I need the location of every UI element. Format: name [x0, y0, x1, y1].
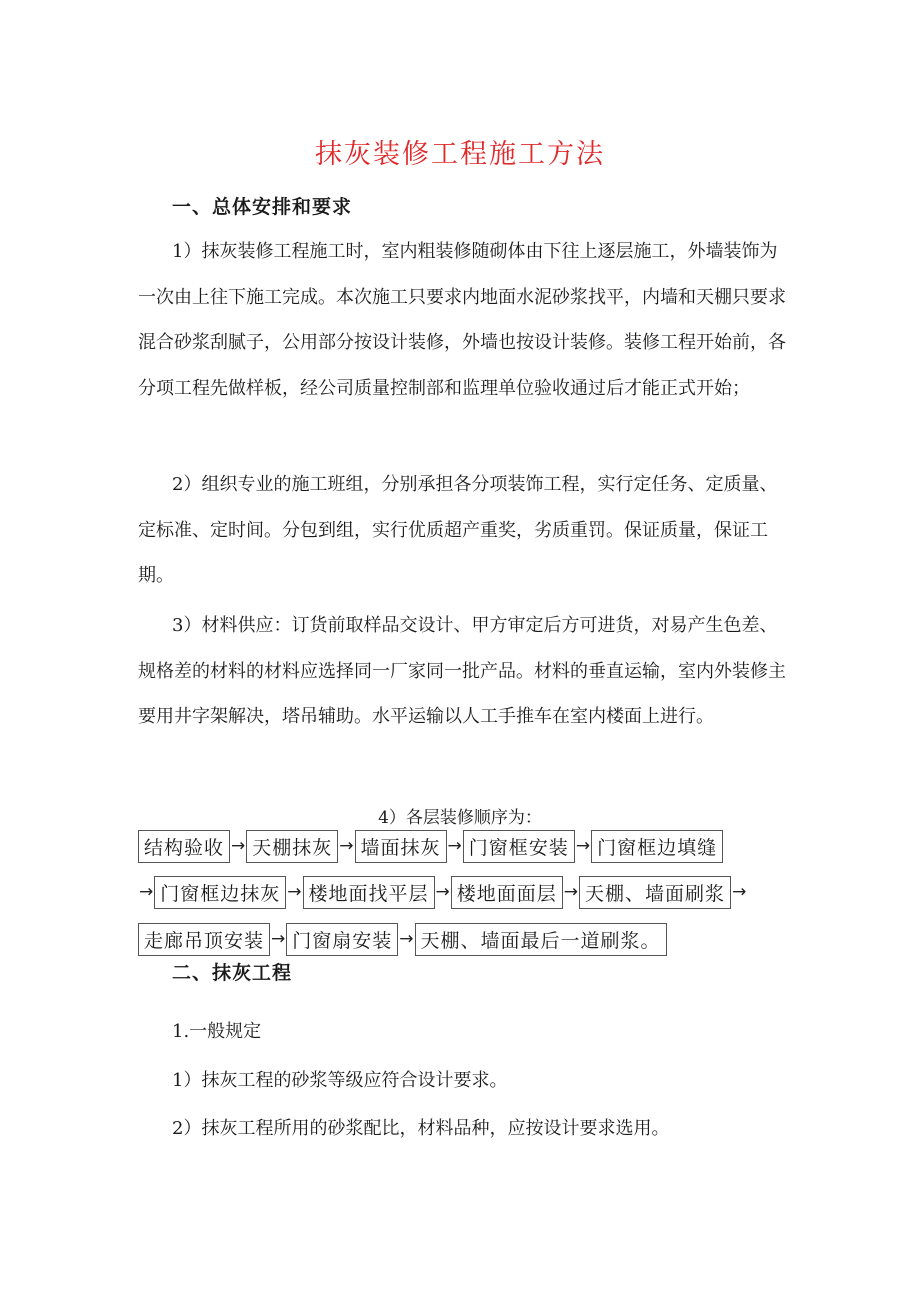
flow-step: 门窗框边抹灰	[154, 876, 286, 909]
arrow-icon: →	[339, 836, 354, 856]
paragraph-1	[138, 229, 790, 411]
flow-step: 楼地面找平层	[303, 876, 435, 909]
arrow-icon: →	[139, 882, 154, 902]
flow-step: 楼地面面层	[451, 876, 563, 909]
flow-step: 走廊吊顶安装	[138, 923, 270, 956]
paragraph-3	[138, 603, 790, 740]
arrow-icon: →	[287, 882, 302, 902]
arrow-icon: →	[563, 882, 579, 902]
arrow-icon: →	[435, 882, 450, 902]
arrow-icon: →	[575, 836, 591, 856]
paragraph-2	[138, 462, 790, 599]
flow-row-3	[138, 921, 667, 957]
paragraph-2-text: 2）组织专业的施工班组，分别承担各分项装饰工程，实行定任务、定质量、定标准、定时间。分包到组，实行优质超产重奖，劣质重罚。保证质量，保证工期。	[138, 474, 778, 586]
flow-step: 天棚、墙面最后一道刷浆。	[415, 923, 667, 956]
arrow-icon: →	[271, 929, 286, 949]
paragraph-1-text: 1）抹灰装修工程施工时，室内粗装修随砌体由下往上逐层施工，外墙装饰为一次由上往下施工完成。本次施工只要求内地面水泥砂浆找平，内墙和天棚只要求混合砂浆刮腻子，公用部分按设计装修，外墙也按设计装修。装修工程开始前，各分项工程先做样板，经公司质量控制部和监理单位验收通过后才能正式开始；	[138, 241, 786, 399]
arrow-icon: →	[732, 882, 747, 902]
flow-step: 结构验收	[138, 830, 230, 863]
flow-step: 门窗扇安装	[286, 923, 398, 956]
document-title: 抹灰装修工程施工方法	[315, 139, 605, 170]
flow-title: 4）各层装修顺序为：	[378, 808, 542, 828]
rule-item-2: 2）抹灰工程所用的砂浆配比，材料品种，应按设计要求选用。	[172, 1118, 670, 1139]
flow-step: 天棚、墙面刷浆	[579, 876, 731, 909]
rule-item-1: 1）抹灰工程的砂浆等级应符合设计要求。	[172, 1070, 508, 1091]
flow-step: 天棚抹灰	[246, 830, 338, 863]
arrow-icon: →	[447, 836, 462, 856]
flow-row-1	[138, 828, 723, 864]
flow-row-2	[138, 874, 747, 910]
section-heading-general: 一、总体安排和要求	[172, 196, 353, 218]
flow-step: 门窗框安装	[463, 830, 575, 863]
flow-step: 门窗框边填缝	[591, 830, 723, 863]
arrow-icon: →	[399, 929, 414, 949]
paragraph-3-text: 3）材料供应：订货前取样品交设计、甲方审定后方可进货，对易产生色差、规格差的材料的材料应选择同一厂家同一批产品。材料的垂直运输，室内外装修主要用井字架解决，塔吊辅助。水平运输以人工手推车在室内楼面上进行。	[138, 615, 786, 727]
flow-step: 墙面抹灰	[355, 830, 447, 863]
section-heading-plastering: 二、抹灰工程	[172, 962, 293, 984]
subsection-general-rules: 1.一般规定	[172, 1021, 262, 1042]
arrow-icon: →	[231, 836, 246, 856]
